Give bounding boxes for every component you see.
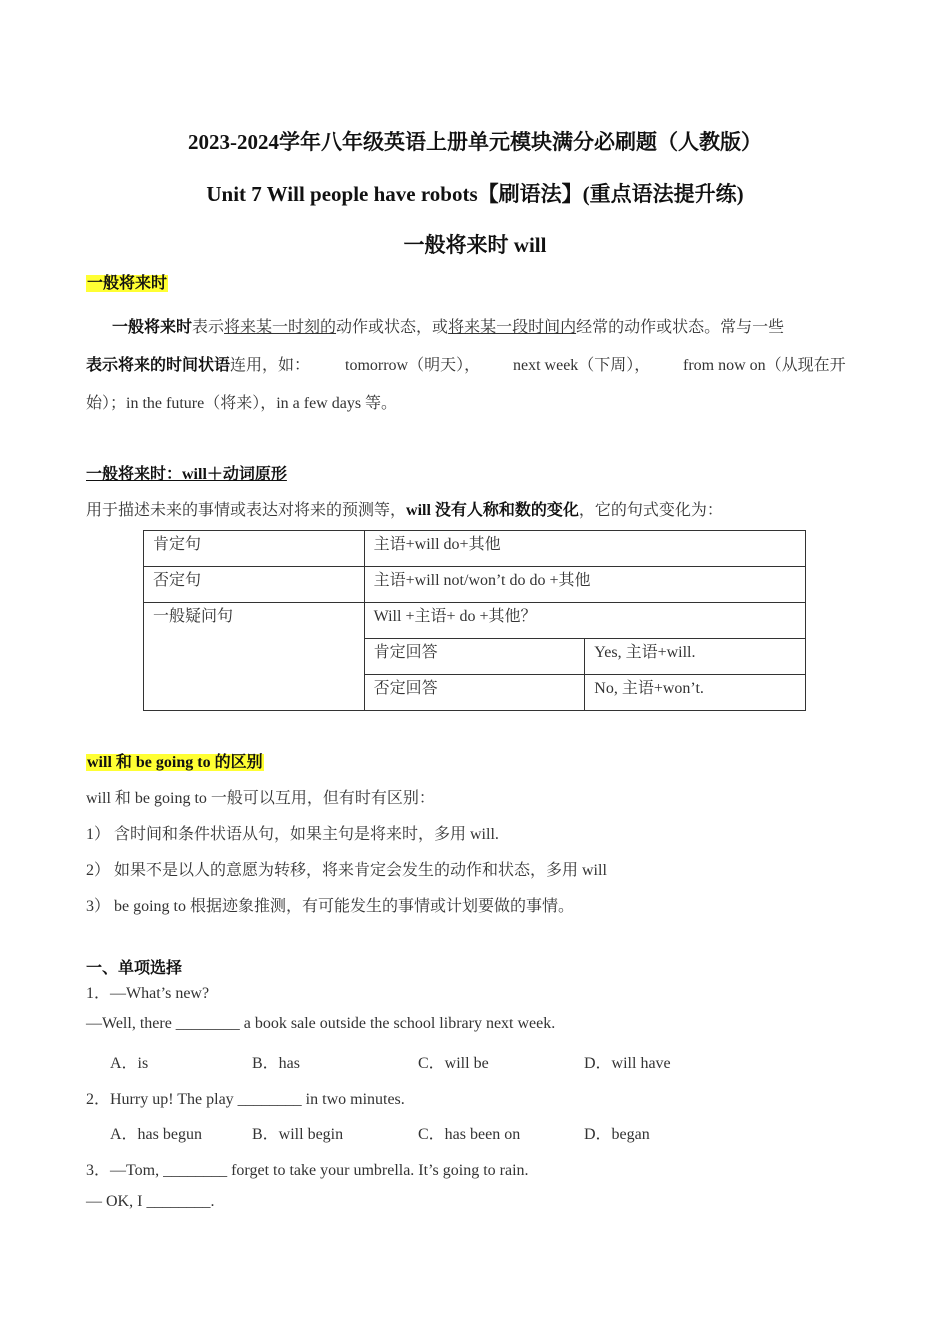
table-cell: 肯定回答 xyxy=(364,639,585,675)
text: ，它的句式变化为： xyxy=(578,502,723,519)
bold-note: will 没有人称和数的变化 xyxy=(406,502,579,519)
question-2-sentence: 2．Hurry up! The play ________ in two minutes. xyxy=(86,1091,405,1108)
definition-line-1 xyxy=(112,314,784,337)
option-b[interactable]: B．will begin xyxy=(252,1126,344,1143)
term: 表示将来的时间状语 xyxy=(86,357,231,374)
table-cell: 主语+will do+其他 xyxy=(364,531,805,567)
example-tomorrow: tomorrow（明天）， xyxy=(345,357,481,374)
highlighted-heading: will 和 be going to 的区别 xyxy=(87,754,263,771)
unit-title: Unit 7 Will people have robots【刷语法】(重点语法提升练) xyxy=(206,182,744,206)
option-b[interactable]: B．has xyxy=(252,1055,301,1072)
comparison-point-2: 2） 如果不是以人的意愿为转移，将来肯定会发生的动作和状态，多用 will xyxy=(86,862,607,879)
comparison-intro: will 和 be going to 一般可以互用，但有时有区别： xyxy=(86,790,435,807)
section-heading-will-structure: 一般将来时：will＋动词原形 xyxy=(86,466,287,483)
option-c[interactable]: C．has been on xyxy=(418,1126,521,1143)
definition-line-3: 始）；in the future（将来），in a few days 等。 xyxy=(86,395,398,412)
text: 动作或状态，或 xyxy=(336,319,449,336)
term: 一般将来时 xyxy=(112,319,193,336)
underlined-phrase: 将来某一段时间内 xyxy=(448,319,577,336)
option-a[interactable]: A．is xyxy=(110,1055,149,1072)
example-from-now-on: from now on（从现在开 xyxy=(683,357,846,374)
table-cell: 主语+will not/won’t do do +其他 xyxy=(364,567,805,603)
table-cell: 否定句 xyxy=(144,567,365,603)
option-d[interactable]: D．will have xyxy=(584,1055,671,1072)
option-a[interactable]: A．has begun xyxy=(110,1126,202,1143)
table-cell: Yes, 主语+will. xyxy=(585,639,806,675)
question-3-prompt: 3．—Tom, ________ forget to take your umbrella. It’s going to rain. xyxy=(86,1162,529,1179)
option-c[interactable]: C．will be xyxy=(418,1055,489,1072)
text: 经常的动作或状态。常与一些 xyxy=(576,319,785,336)
example-next-week: next week（下周）， xyxy=(513,357,651,374)
question-3-response: — OK, I ________. xyxy=(86,1193,215,1210)
structure-intro xyxy=(86,497,723,520)
option-d[interactable]: D．began xyxy=(584,1126,650,1143)
table-cell: 肯定句 xyxy=(144,531,365,567)
section-heading-future-tense xyxy=(86,270,168,293)
text: 用于描述未来的事情或表达对将来的预测等， xyxy=(86,502,407,519)
page-title: 2023-2024学年八年级英语上册单元模块满分必刷题（人教版） xyxy=(188,130,762,154)
table-row xyxy=(144,531,806,567)
comparison-point-1: 1） 含时间和条件状语从句，如果主句是将来时，多用 will. xyxy=(86,826,499,843)
table-cell: Will +主语+ do +其他？ xyxy=(364,603,805,639)
table-row xyxy=(144,567,806,603)
topic-title: 一般将来时 will xyxy=(403,233,547,257)
table-cell: 否定回答 xyxy=(364,675,585,711)
text: 表示 xyxy=(192,319,225,336)
table-cell: No, 主语+won’t. xyxy=(585,675,806,711)
section-heading-will-vs-going-to xyxy=(86,749,264,772)
comparison-point-3: 3） be going to 根据迹象推测，有可能发生的事情或计划要做的事情。 xyxy=(86,898,574,915)
underlined-phrase: 将来某一时刻的 xyxy=(224,319,337,336)
table-row xyxy=(144,603,806,639)
question-1-prompt: 1．—What’s new? xyxy=(86,985,210,1002)
definition-line-2 xyxy=(86,352,864,375)
table-cell: 一般疑问句 xyxy=(144,603,365,711)
grammar-table xyxy=(143,530,806,711)
highlighted-heading: 一般将来时 xyxy=(87,275,168,292)
question-1-sentence: —Well, there ________ a book sale outside the school library next week. xyxy=(86,1015,556,1032)
exercise-heading: 一、单项选择 xyxy=(86,960,183,977)
text: 连用，如： xyxy=(230,357,311,374)
